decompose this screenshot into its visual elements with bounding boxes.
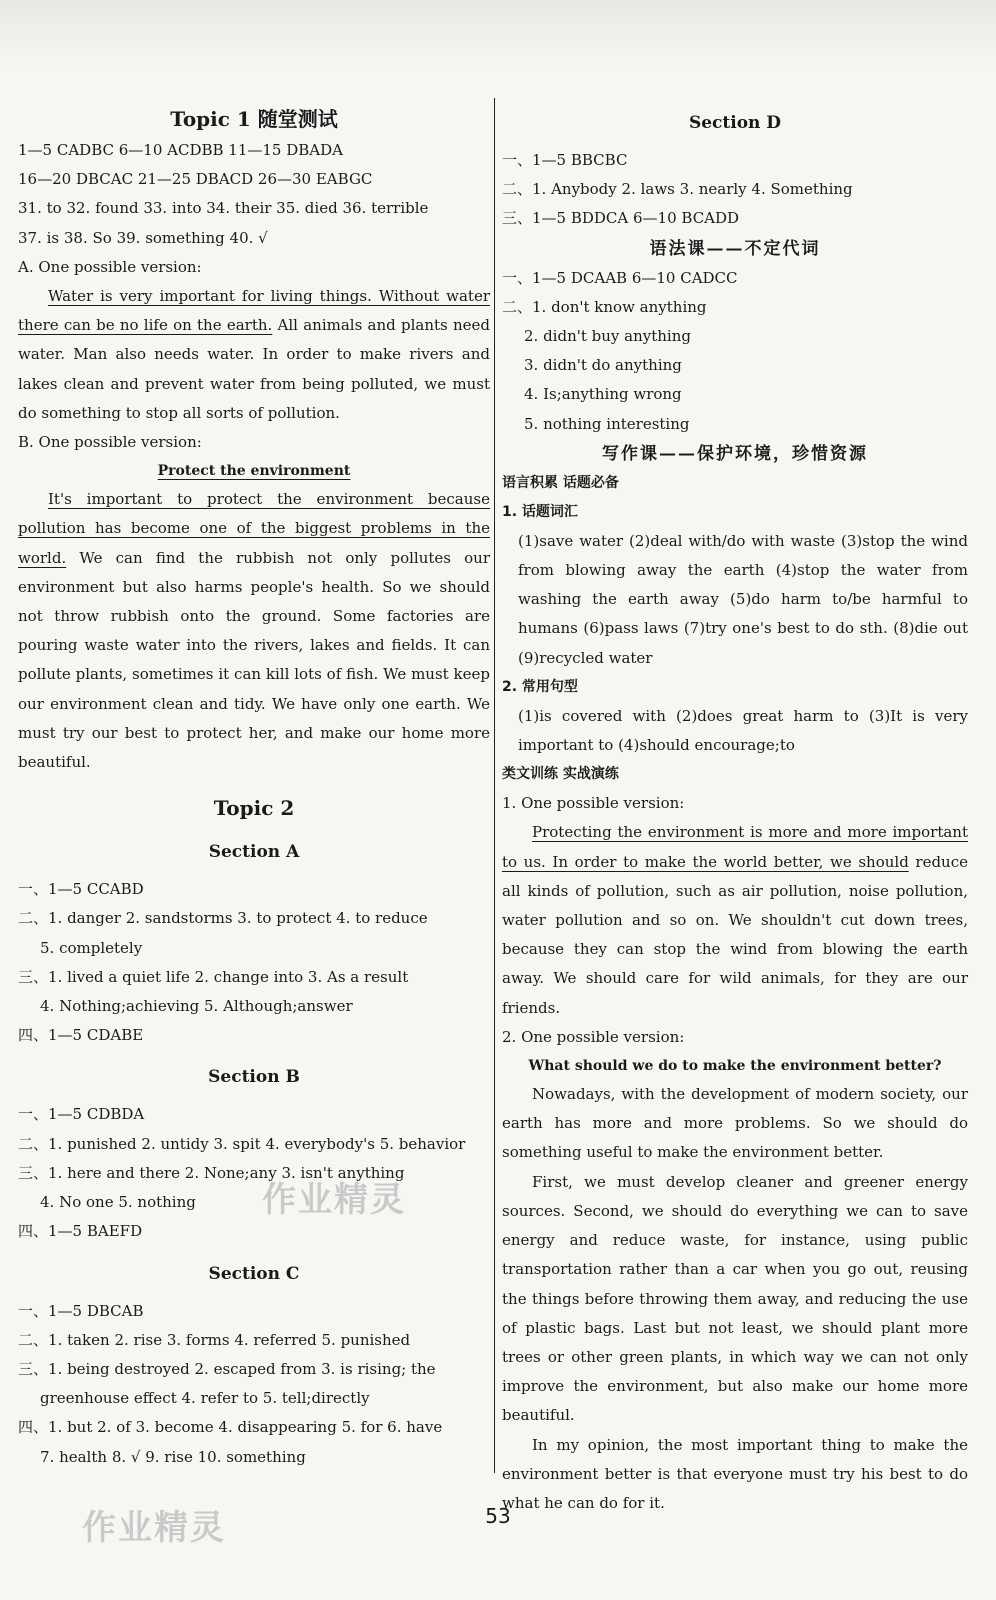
watermark-logo: 作业精灵 <box>82 1508 226 1548</box>
language-label: 语言积累 话题必备 <box>502 474 619 491</box>
vocab-label: 1. 话题词汇 <box>502 503 578 520</box>
version-b-title: Protect the environment <box>157 463 351 480</box>
version-2-para-3: In my opinion, the most important thing to make the environment better is that everyone must try his best to do what he can do for it. <box>502 1435 968 1512</box>
answer-line: 四、1—5 CDABE <box>18 1026 144 1045</box>
section-b-answers <box>18 1100 490 1246</box>
answer-line: 三、1—5 BDDCA 6—10 BCADD <box>502 209 740 228</box>
answer-line: 4. Is;anything wrong <box>524 385 682 404</box>
answer-line: 一、1—5 BBCBC <box>502 151 628 169</box>
left-column <box>18 98 490 1472</box>
answer-line: 二、1. Anybody 2. laws 3. nearly 4. Something <box>502 180 853 199</box>
topic1-title: Topic 1 随堂测试 <box>170 107 338 131</box>
grammar-title: 语法课——不定代词 <box>649 238 821 259</box>
version-b-text: It's important to protect the environment because pollution has become one of the biggest problems in the world. We can find the rubbish not only pollutes our environment but also harms people's health. So we should not throw rubbish onto the ground. Some factories are pouring waste water into the rivers, lakes and fields. It can pollute plants, sometimes it can kill lots of fish. We must keep our environment clean and tidy. We have only one earth. We must try our best to protect her, and make our home more beautiful. <box>18 490 490 772</box>
answer-line: 一、1—5 DBCAB <box>18 1301 144 1320</box>
sentence-text: (1)is covered with (2)does great harm to (3)It is very important to (4)should encourage;to <box>518 706 968 755</box>
section-c-title: Section C <box>208 1263 300 1284</box>
vocab-text: (1)save water (2)deal with/do with waste (3)stop the wind from blowing away the earth (4)stop the water from washing the earth away (5)do harm to/be harmful to humans (6)pass laws (7)try one's best to do sth. (8)die out (9)recycled water <box>518 531 968 667</box>
answer-line: 4. Nothing;achieving 5. Although;answer <box>40 997 353 1016</box>
version-b-label: B. One possible version: <box>18 433 202 452</box>
version-2-title: What should we do to make the environment better? <box>528 1058 942 1075</box>
answer-line: 1—5 CADBC 6—10 ACDBB 11—15 DBADA <box>18 141 343 159</box>
answer-line: 7. health 8. √ 9. rise 10. something <box>40 1447 306 1466</box>
answer-line: 2. didn't buy anything <box>524 327 691 346</box>
answer-line: greenhouse effect 4. refer to 5. tell;directly <box>40 1389 370 1408</box>
grammar-answers <box>502 264 968 439</box>
answer-line: 16—20 DBCAC 21—25 DBACD 26—30 EABGC <box>18 170 373 189</box>
answer-line: 二、1. taken 2. rise 3. forms 4. referred 5. punished <box>18 1330 411 1349</box>
answer-line: 一、1—5 DCAAB 6—10 CADCC <box>502 268 738 287</box>
answer-line: 3. didn't do anything <box>524 356 682 375</box>
section-c-answers <box>18 1297 490 1472</box>
answer-line: 二、1. punished 2. untidy 3. spit 4. everybody's 5. behavior <box>18 1134 466 1153</box>
answer-line: 37. is 38. So 39. something 40. √ <box>18 228 268 247</box>
training-label: 类文训练 实战演练 <box>502 766 619 783</box>
version-1-text: Protecting the environment is more and more important to us. In order to make the world better, we should reduce all kinds of pollution, such as air pollution, noise pollution, water pollution and so on. We shouldn't cut down trees, because they can stop the wind from blowing the earth away. We should care for wild animals, for they are our friends. <box>502 823 968 1017</box>
watermark-logo: 作业精灵 <box>262 1180 406 1220</box>
sentence-label: 2. 常用句型 <box>502 678 578 695</box>
section-a-answers <box>18 875 490 1050</box>
topic1-answers <box>18 136 490 253</box>
section-a-title: Section A <box>208 842 300 863</box>
answer-line: 4. No one 5. nothing <box>40 1193 196 1212</box>
column-divider <box>494 98 495 1473</box>
answer-line: 5. completely <box>40 938 143 957</box>
version-2-para-1: Nowadays, with the development of modern society, our earth has more and more problems. So we should do something useful to make the environment better. <box>502 1085 968 1162</box>
answer-line: 三、1. here and there 2. None;any 3. isn't anything <box>18 1163 405 1182</box>
writing-title: 写作课——保护环境，珍惜资源 <box>602 443 868 464</box>
answer-line: 一、1—5 CDBDA <box>18 1105 145 1124</box>
answer-line: 5. nothing interesting <box>524 414 690 433</box>
version-a-text: Water is very important for living things. Without water there can be no life on the earth. All animals and plants need water. Man also needs water. In order to make rivers and lakes clean and prevent water from being polluted, we must do something to stop all sorts of pollution. <box>18 287 490 422</box>
version-1-label: 1. One possible version: <box>502 794 685 813</box>
answer-line: 二、1. danger 2. sandstorms 3. to protect 4. to reduce <box>18 909 428 928</box>
answer-line: 四、1. but 2. of 3. become 4. disappearing 5. for 6. have <box>18 1418 443 1437</box>
answer-line: 四、1—5 BAEFD <box>18 1222 143 1241</box>
answer-line: 三、1. lived a quiet life 2. change into 3. As a result <box>18 967 409 986</box>
version-a-label: A. One possible version: <box>18 257 202 276</box>
topic2-title: Topic 2 <box>213 796 295 821</box>
answer-line: 一、1—5 CCABD <box>18 880 144 899</box>
page-top-shade <box>0 0 996 70</box>
section-d-answers <box>502 146 968 234</box>
page-number: 53 <box>485 1504 511 1528</box>
right-column <box>502 98 968 1518</box>
answer-line: 二、1. don't know anything <box>502 297 707 316</box>
version-2-para-2: First, we must develop cleaner and greener energy sources. Second, we should do everything we can to save energy and reduce waste, for instance, using public transportation rather than a car when you go out, reusing the things before throwing them away, and reducing the use of plastic bags. Last but not least, we should plant more trees or other green plants, in which way we can not only improve the environment, but also make our home more beautiful. <box>502 1172 968 1425</box>
section-d-title: Section D <box>688 113 782 133</box>
answer-line: 31. to 32. found 33. into 34. their 35. died 36. terrible <box>18 199 429 218</box>
answer-line: 三、1. being destroyed 2. escaped from 3. is rising; the <box>18 1359 436 1378</box>
version-2-label: 2. One possible version: <box>502 1027 685 1046</box>
section-b-title: Section B <box>208 1067 300 1088</box>
